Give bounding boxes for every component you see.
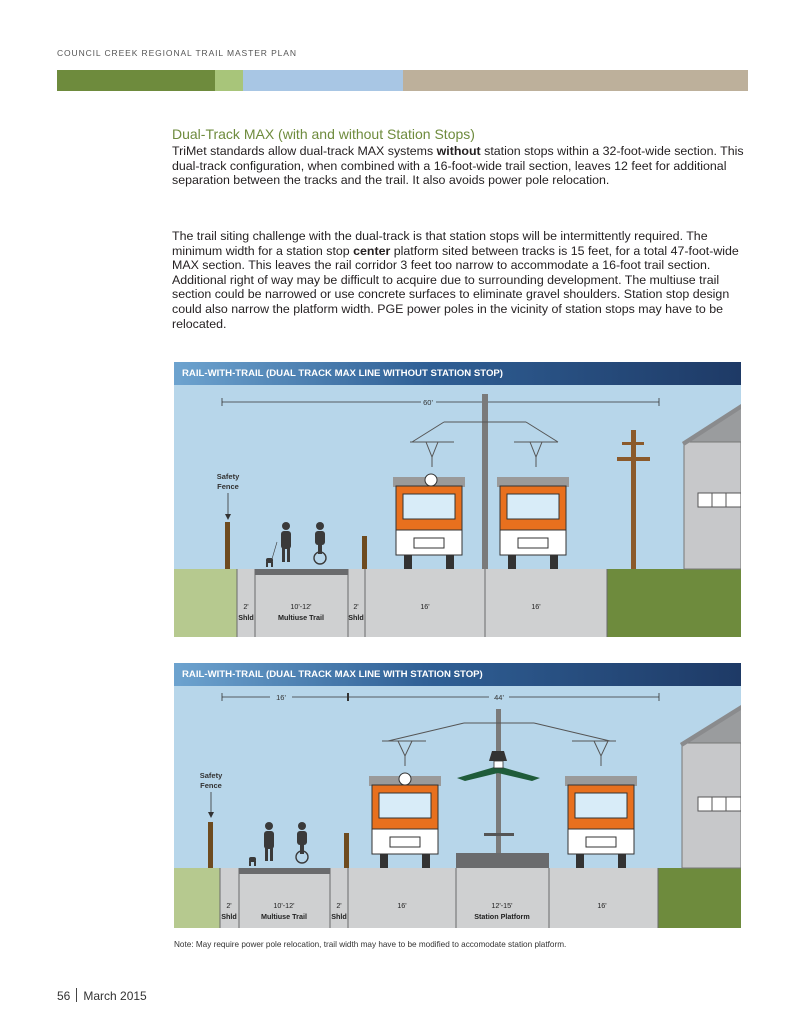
diagram-1-svg [174, 362, 741, 637]
fence-label-2: Fence [200, 781, 222, 790]
diagram-note: Note: May require power pole relocation, trail width may have to be modified to accomodate station platform. [174, 940, 567, 949]
section-title: Dual-Track MAX (with and without Station Stops) [172, 126, 475, 142]
dim-platform-ft: 12'-15' [491, 901, 513, 910]
catenary-pole [496, 709, 501, 853]
dim-trail-ft: 10'-12' [290, 602, 312, 611]
para1-post: station stops within a 32-foot-wide section. This dual-track configuration, when combined with a 16-foot-wide trail section, leaves 12 feet for additional separation between the tracks and the trail. It also avoids power pole relocation. [172, 144, 744, 188]
grass-right [658, 868, 741, 928]
diagram-2-svg [174, 663, 741, 928]
footer-separator [76, 988, 77, 1002]
dim-trail-name: Multiuse Trail [261, 912, 307, 921]
max-train-right [565, 776, 637, 868]
dim-shld-right-ft: 2' [353, 602, 359, 611]
para1-pre: TriMet standards allow dual-track MAX systems [172, 144, 437, 158]
dim-total-60: 60' [423, 398, 433, 407]
running-header: COUNCIL CREEK REGIONAL TRAIL MASTER PLAN [57, 48, 297, 58]
paragraph-2 [172, 229, 752, 331]
safety-fence-post [208, 822, 213, 868]
pedestrian-with-dog [266, 522, 291, 567]
para2-post: platform sited between tracks is 15 feet, for a total 47-foot-wide MAX section. This leaves the rail corridor 3 feet too narrow to accommodate a 16-foot trail section. Additional right of way may be difficult to acquire due to surrounding development. The multiuse trail section could be narrowed or use concrete surfaces to eliminate gravel shoulders. Station stop design could also narrow the platform width. PGE power poles in the vicinity of station stops may have to be relocated. [172, 243, 739, 331]
cyclist [315, 522, 325, 554]
diagram-2-title: RAIL-WITH-TRAIL (DUAL TRACK MAX LINE WITH STATION STOP) [174, 663, 741, 686]
page-number: 56 [57, 989, 71, 1003]
dim-shld-left-ft: 2' [226, 901, 232, 910]
fence-label-2: Fence [217, 482, 239, 491]
building [680, 705, 741, 868]
dim-shld-right-ft: 2' [336, 901, 342, 910]
dim-trail-ft: 10'-12' [273, 901, 295, 910]
cyclist [297, 822, 307, 854]
dim-track1-ft: 16' [420, 602, 430, 611]
page-footer [57, 988, 147, 1003]
safety-fence-post [225, 522, 230, 569]
grass-left [174, 569, 237, 637]
building [682, 404, 741, 569]
max-train-right [497, 477, 569, 569]
para2-pre: The trail siting challenge with the dual-track is that station stops will be intermittently required. The minimum width for a station stop [172, 229, 708, 258]
dim-trail-name: Multiuse Trail [278, 613, 324, 622]
catenary-pole [482, 394, 488, 569]
fence-arrow-head [208, 812, 214, 818]
color-bar-blue [243, 70, 403, 91]
grass-left [174, 868, 220, 928]
ground-gravel [174, 868, 741, 928]
footer-date: March 2015 [83, 989, 147, 1003]
max-train-left [393, 474, 465, 569]
fence-label-1: Safety [216, 472, 240, 481]
para1-bold: without [436, 144, 481, 158]
color-bar-lightgreen [215, 70, 243, 91]
dim-width-left: 16' [276, 693, 286, 702]
color-bar-tan [403, 70, 748, 91]
dim-shld-left-name: Shld [238, 613, 254, 622]
station-platform [456, 853, 549, 868]
dim-track2-ft: 16' [597, 901, 607, 910]
dimension-lines [222, 693, 659, 701]
trail-surface [255, 569, 348, 575]
para2-bold: center [353, 243, 391, 258]
dim-shld-right-name: Shld [331, 912, 347, 921]
diagram-with-station [174, 663, 741, 928]
paragraph-1 [172, 144, 752, 188]
dim-shld-right-name: Shld [348, 613, 364, 622]
pedestrian-with-dog [249, 822, 274, 866]
dimension-line-60 [222, 398, 659, 406]
dim-track1-ft: 16' [397, 901, 407, 910]
dim-shld-left-ft: 2' [243, 602, 249, 611]
dim-shld-left-name: Shld [221, 912, 237, 921]
trail-bollard [362, 536, 367, 569]
power-pole [617, 430, 650, 569]
trail-bollard [344, 833, 349, 868]
diagram-without-station [174, 362, 741, 637]
grass-right [607, 569, 741, 637]
dim-width-right: 44' [494, 693, 504, 702]
header-color-bar [57, 70, 748, 91]
max-train-left [369, 773, 441, 868]
color-bar-olive [57, 70, 215, 91]
fence-label-1: Safety [199, 771, 223, 780]
fence-arrow-head [225, 514, 231, 520]
trail-surface [239, 868, 330, 874]
diagram-1-title: RAIL-WITH-TRAIL (DUAL TRACK MAX LINE WITHOUT STATION STOP) [174, 362, 741, 385]
dim-platform-name: Station Platform [474, 912, 530, 921]
dim-track2-ft: 16' [531, 602, 541, 611]
